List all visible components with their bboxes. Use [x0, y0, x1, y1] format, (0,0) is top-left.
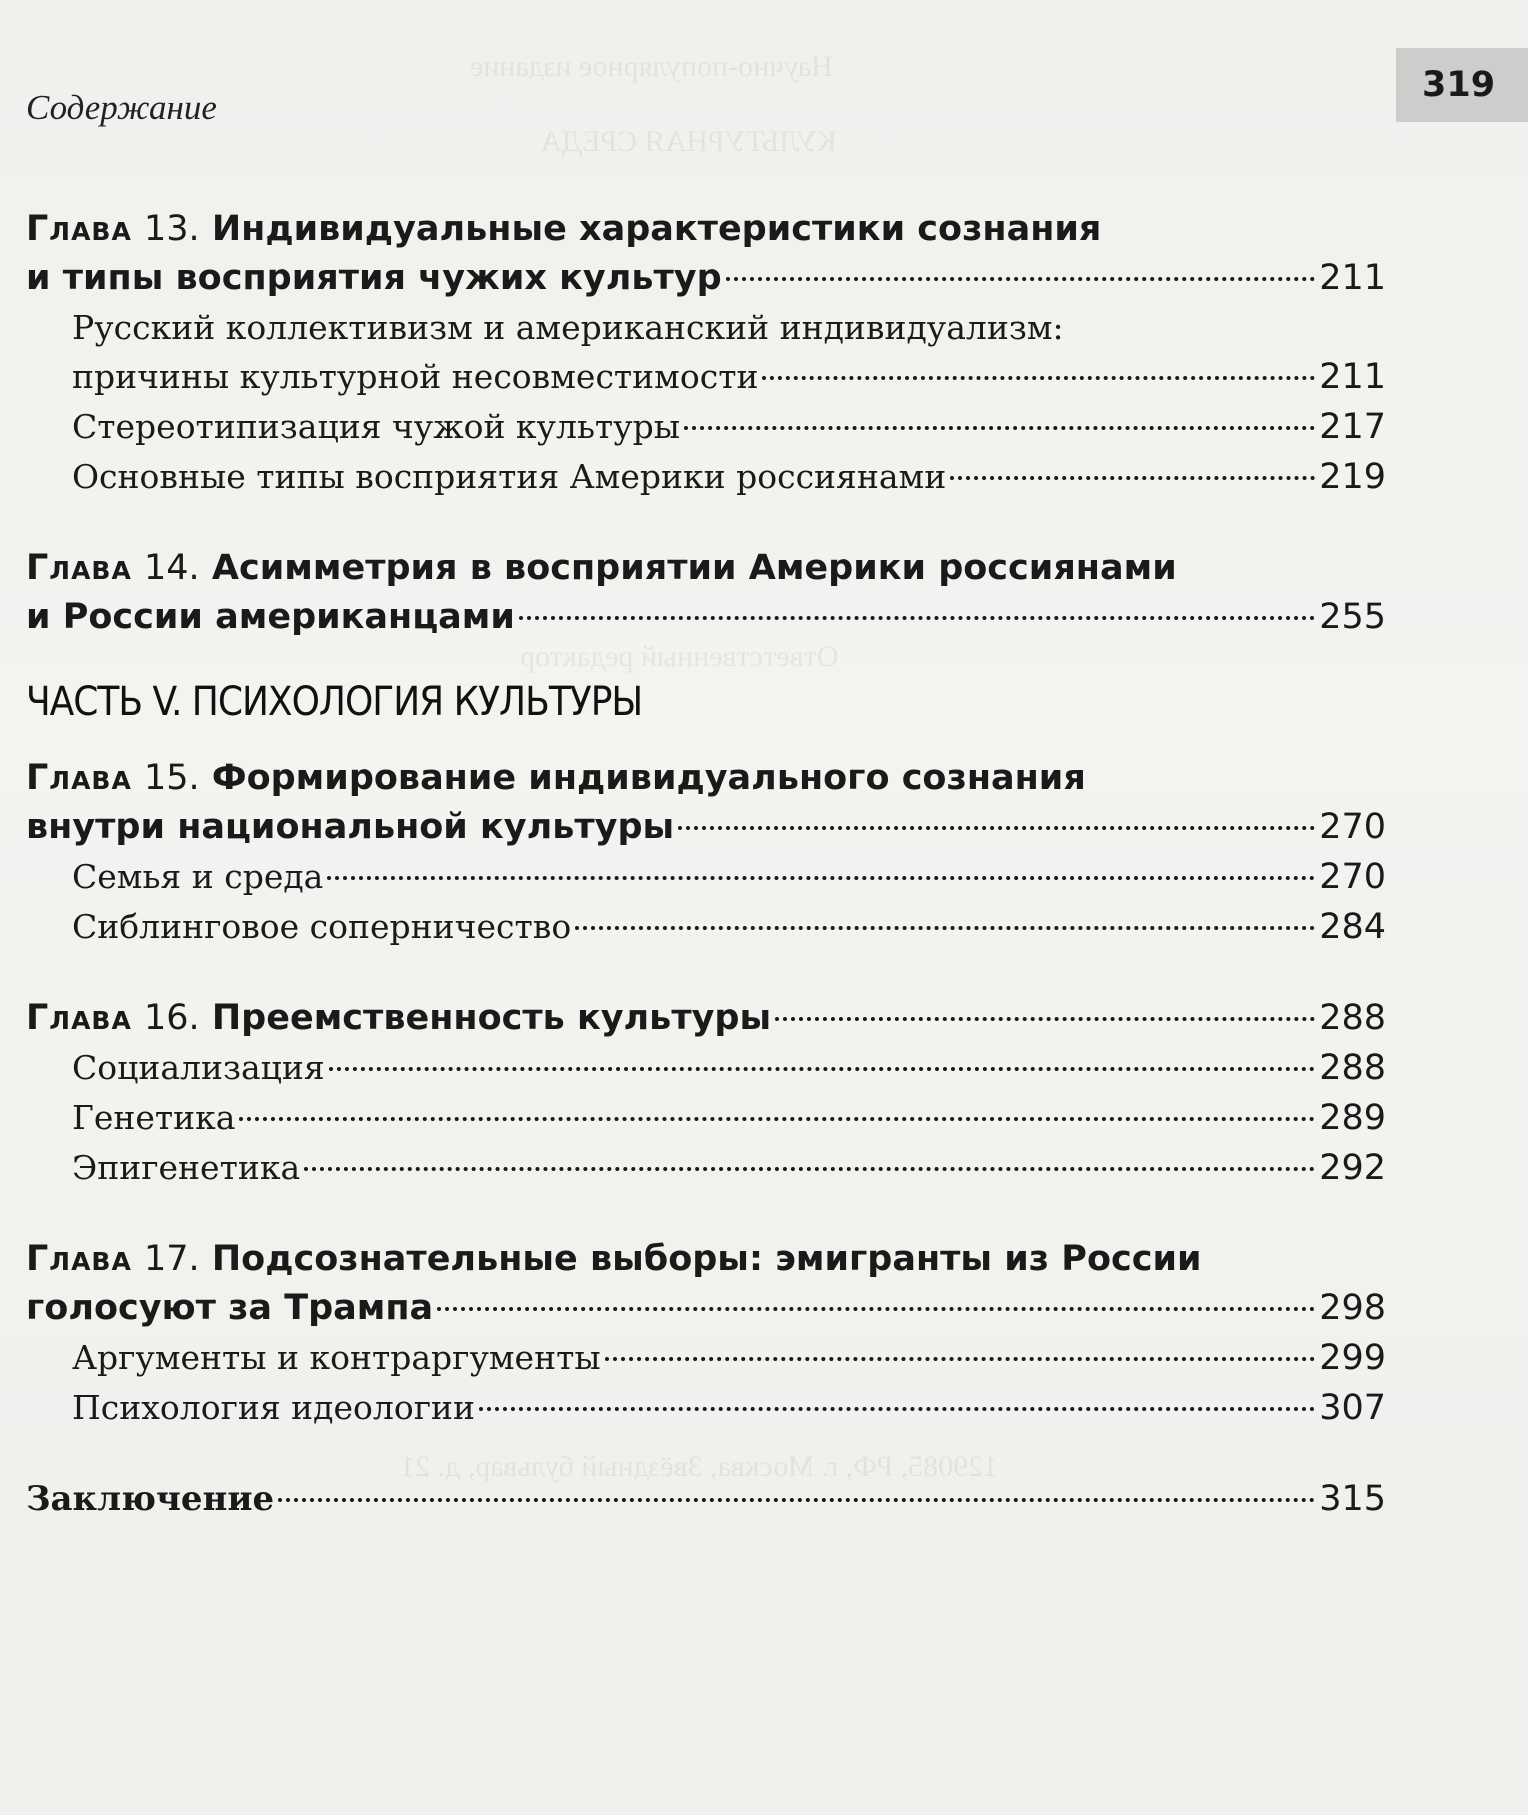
chapter-title-line — [26, 994, 1386, 1043]
section-title: Стереотипизация чужой культуры — [72, 407, 680, 446]
toc-section[interactable] — [26, 1143, 1386, 1193]
chapter-title: Подсознательные выборы: эмигранты из России — [211, 1239, 1202, 1279]
leader-dots — [605, 1357, 1316, 1361]
chapter-title: Формирование индивидуального сознания — [211, 758, 1086, 798]
chapter-title: Асимметрия в восприятии Америки россиянами — [211, 548, 1177, 588]
page-ref: 255 — [1319, 597, 1386, 637]
page-ref: 217 — [1319, 407, 1386, 447]
chapter-number: 14. — [144, 548, 200, 588]
toc-section[interactable] — [26, 902, 1386, 952]
page-ref: 292 — [1319, 1148, 1386, 1188]
page-ref: 298 — [1319, 1288, 1386, 1328]
leader-dots — [278, 1498, 1315, 1502]
chapter-title-cont: и типы восприятия чужих культур — [26, 258, 722, 298]
chapter-title-line — [26, 1284, 1386, 1333]
leader-dots — [327, 876, 1315, 880]
toc-section[interactable] — [26, 1333, 1386, 1383]
toc-section[interactable] — [26, 1383, 1386, 1433]
leader-dots — [575, 926, 1315, 930]
table-of-contents — [26, 205, 1386, 1524]
section-title: Сиблинговое соперничество — [72, 907, 572, 946]
page-number — [1396, 48, 1528, 122]
section-line — [72, 902, 1386, 952]
page-ref: 270 — [1319, 807, 1386, 847]
page-ref: 211 — [1319, 258, 1386, 298]
toc-section[interactable] — [26, 303, 1386, 402]
leader-dots — [519, 616, 1315, 620]
toc-section[interactable] — [26, 1093, 1386, 1143]
toc-chapter-13[interactable] — [26, 205, 1386, 303]
page-ref: 307 — [1319, 1388, 1386, 1428]
section-line — [72, 1093, 1386, 1143]
toc-section[interactable] — [26, 1043, 1386, 1093]
chapter-label: Глава — [26, 1239, 132, 1279]
chapter-title-cont: голосуют за Трампа — [26, 1288, 434, 1328]
section-line — [72, 1383, 1386, 1433]
page-ref: 289 — [1319, 1098, 1386, 1138]
section-title: Социализация — [72, 1048, 325, 1087]
chapter-label: Глава — [26, 758, 132, 798]
section-title: Генетика — [72, 1098, 236, 1137]
chapter-title-line — [26, 205, 1386, 254]
chapter-title-line — [26, 1235, 1386, 1284]
section-title-cont: причины культурной несовместимости — [72, 357, 759, 396]
chapter-title-line — [26, 754, 1386, 803]
toc-section[interactable] — [26, 402, 1386, 452]
toc-chapter-15[interactable] — [26, 754, 1386, 852]
chapter-title-cont: внутри национальной культуры — [26, 807, 675, 847]
leader-dots — [684, 426, 1315, 430]
chapter-title-line — [26, 593, 1386, 642]
chapter-heading — [26, 994, 771, 1043]
section-line — [72, 452, 1386, 502]
chapter-title-line — [26, 803, 1386, 852]
page-ref: 288 — [1319, 998, 1386, 1038]
chapter-label: Глава — [26, 548, 132, 588]
section-title: Эпигенетика — [72, 1148, 301, 1187]
page-ref: 270 — [1319, 857, 1386, 897]
conclusion-line — [26, 1475, 1386, 1524]
running-title: Содержание — [26, 88, 217, 127]
page-ref: 299 — [1319, 1338, 1386, 1378]
page-ref: 211 — [1319, 357, 1386, 397]
part-heading[interactable]: ЧАСТЬ V. ПСИХОЛОГИЯ КУЛЬТУРЫ — [26, 679, 643, 725]
section-title: Семья и среда — [72, 857, 324, 896]
section-line — [72, 352, 1386, 402]
page-ref: 315 — [1319, 1479, 1386, 1519]
leader-dots — [678, 826, 1315, 830]
toc-chapter-17[interactable] — [26, 1235, 1386, 1333]
conclusion-title: Заключение — [26, 1479, 275, 1519]
page-ref: 288 — [1319, 1048, 1386, 1088]
chapter-title-line — [26, 544, 1386, 593]
section-line — [72, 402, 1386, 452]
page-ref: 284 — [1319, 907, 1386, 947]
section-title: Аргументы и контраргументы — [72, 1338, 601, 1377]
chapter-number: 13. — [144, 209, 200, 249]
leader-dots — [775, 1017, 1315, 1021]
chapter-title: Индивидуальные характеристики сознания — [211, 209, 1102, 249]
chapter-title-line — [26, 254, 1386, 303]
chapter-label: Глава — [26, 998, 132, 1038]
leader-dots — [304, 1167, 1315, 1171]
leader-dots — [950, 476, 1315, 480]
section-line — [72, 852, 1386, 902]
section-line — [72, 1143, 1386, 1193]
leader-dots — [726, 277, 1316, 281]
chapter-number: 15. — [144, 758, 200, 798]
section-title: Основные типы восприятия Америки россиянами — [72, 457, 947, 496]
toc-section[interactable] — [26, 852, 1386, 902]
toc-chapter-16[interactable] — [26, 994, 1386, 1043]
leader-dots — [479, 1407, 1315, 1411]
page-ref: 219 — [1319, 457, 1386, 497]
page-number-text: 319 — [1422, 65, 1496, 105]
leader-dots — [329, 1067, 1316, 1071]
leader-dots — [437, 1307, 1315, 1311]
section-line — [72, 1333, 1386, 1383]
section-title: Психология идеологии — [72, 1388, 475, 1427]
chapter-title-cont: и России американцами — [26, 597, 515, 637]
toc-section[interactable] — [26, 452, 1386, 502]
toc-conclusion[interactable] — [26, 1475, 1386, 1524]
toc-chapter-14[interactable] — [26, 544, 1386, 642]
chapter-label: Глава — [26, 209, 132, 249]
leader-dots — [239, 1117, 1315, 1121]
leader-dots — [762, 376, 1315, 380]
chapter-title: Преемственность культуры — [211, 998, 772, 1038]
section-title: Русский коллективизм и американский индивидуализм: — [72, 308, 1064, 347]
show-through-text: Научно-популярное издание КУЛЬТУРНАЯ СРЕДА Ответственный редактор 129085, РФ, г. Москва, Звёздный бульвар, д. 21 — [400, 50, 999, 1483]
section-line — [72, 1043, 1386, 1093]
chapter-number: 16. — [144, 998, 200, 1038]
chapter-number: 17. — [144, 1239, 200, 1279]
